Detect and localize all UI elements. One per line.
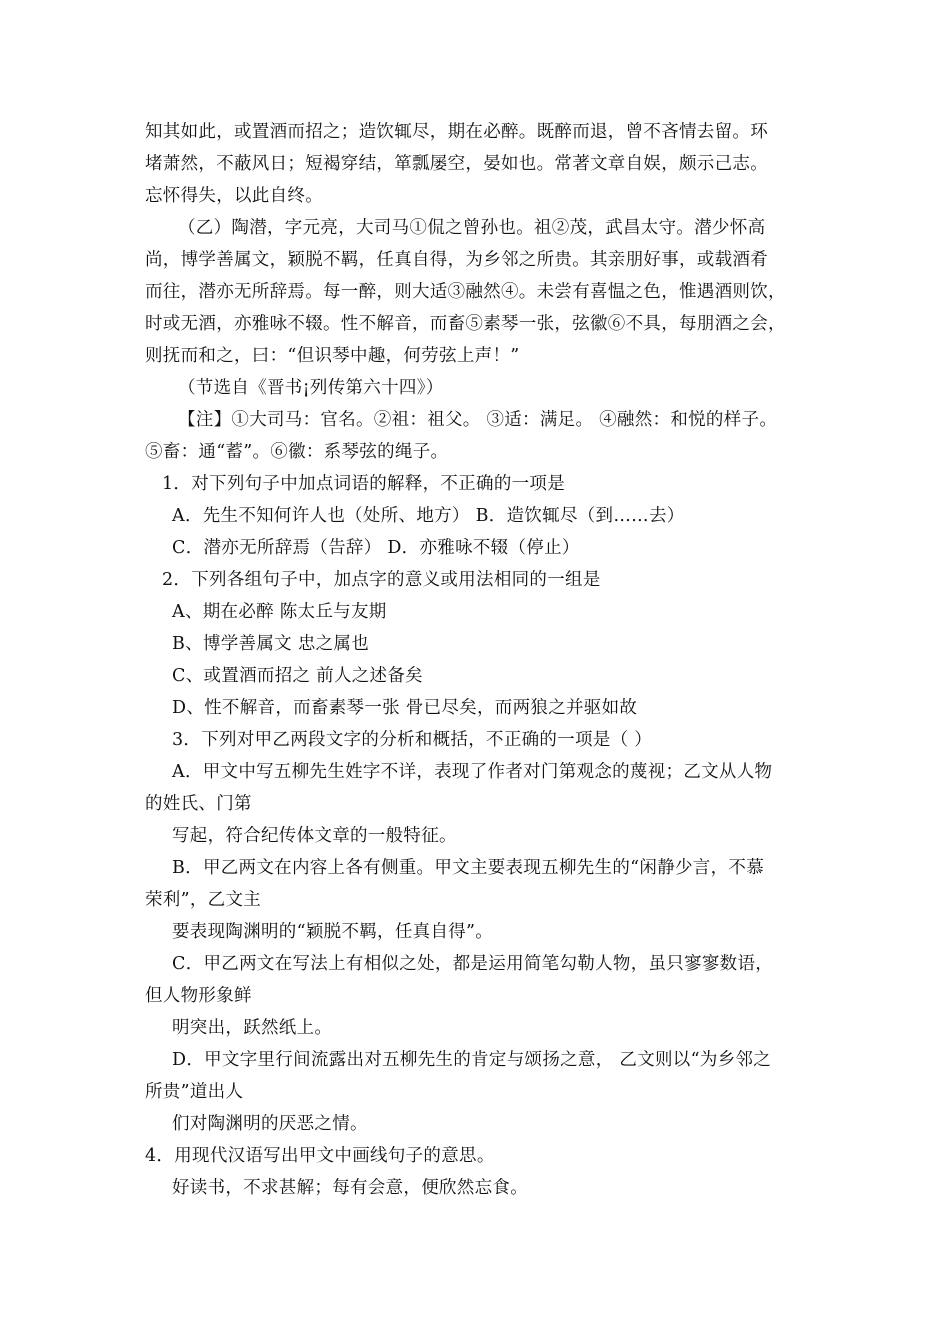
question-3-option-c: 但人物形象鲜 bbox=[145, 986, 252, 1006]
passage-jia-line: 堵萧然，不蔽风日；短褐穿结，箪瓢屡空，晏如也。常著文章自娱，颇示己志。 bbox=[145, 154, 768, 174]
question-4-sentence: 好读书，不求甚解；每有会意，便欣然忘食。 bbox=[172, 1178, 528, 1198]
question-3-option-d: 所贵”道出人 bbox=[145, 1082, 244, 1102]
question-2-option: C、或置酒而招之 前人之述备矣 bbox=[172, 666, 423, 686]
notes-line: ⑤畜：通“蓄”。⑥徽：系琴弦的绳子。 bbox=[145, 442, 449, 462]
question-2-option: A、期在必醉 陈太丘与友期 bbox=[172, 602, 387, 622]
question-3-option-d: 们对陶渊明的厌恶之情。 bbox=[172, 1114, 368, 1134]
question-3-option-b: 要表现陶渊明的“颖脱不羁，任真自得”。 bbox=[172, 922, 494, 942]
passage-yi-line: （乙）陶潜，字元亮，大司马①侃之曾孙也。祖②茂，武昌太守。潜少怀高 bbox=[178, 218, 766, 238]
question-3-option-a: 写起，符合纪传体文章的一般特征。 bbox=[172, 826, 457, 846]
passage-yi-line: 时或无酒，亦雅咏不辍。性不解音，而畜⑤素琴一张，弦徽⑥不具，每朋酒之会， bbox=[145, 314, 786, 334]
passage-yi-line: 而往，潜亦无所辞焉。每一醉，则大适③融然④。未尝有喜愠之色，惟遇酒则饮， bbox=[145, 282, 786, 302]
question-2-option: D、性不解音，而畜素琴一张 骨已尽矣，而两狼之并驱如故 bbox=[172, 698, 638, 718]
question-2-option: B、博学善属文 忠之属也 bbox=[172, 634, 370, 654]
question-4-stem: 4．用现代汉语写出甲文中画线句子的意思。 bbox=[145, 1146, 495, 1166]
question-3-stem: 3．下列对甲乙两段文字的分析和概括，不正确的一项是（ ） bbox=[172, 730, 653, 750]
question-3-option-c: C．甲乙两文在写法上有相似之处，都是运用简笔勾勒人物，虽只寥寥数语， bbox=[172, 954, 774, 974]
question-2-stem: 2．下列各组句子中，加点字的意义或用法相同的一组是 bbox=[162, 570, 601, 590]
source-citation: （节选自《晋书¡列传第六十四》） bbox=[178, 378, 444, 398]
question-3-option-b: 荣利”，乙文主 bbox=[145, 890, 262, 910]
notes-line: 【注】①大司马：官名。②祖：祖父。 ③适：满足。 ④融然：和悦的样子。 bbox=[178, 410, 778, 430]
passage-jia-line: 忘怀得失，以此自终。 bbox=[145, 186, 323, 206]
question-3-option-a: A．甲文中写五柳先生姓字不详，表现了作者对门第观念的蔑视；乙文从人物 bbox=[172, 762, 773, 782]
passage-yi-line: 尚，博学善属文，颖脱不羁，任真自得，为乡邻之所贵。其亲朋好事，或载酒肴 bbox=[145, 250, 768, 270]
question-3-option-c: 明突出，跃然纸上。 bbox=[172, 1018, 333, 1038]
question-3-option-d: D．甲文字里行间流露出对五柳先生的肯定与颂扬之意， 乙文则以“为乡邻之 bbox=[172, 1050, 772, 1070]
question-3-option-b: B．甲乙两文在内容上各有侧重。甲文主要表现五柳先生的“闲静少言，不慕 bbox=[172, 858, 765, 878]
question-3-option-a: 的姓氏、门第 bbox=[145, 794, 252, 814]
question-1-options-ab: A．先生不知何许人也（处所、地方） B．造饮辄尽（到……去） bbox=[172, 506, 685, 526]
question-1-options-cd: C．潜亦无所辞焉（告辞） D．亦雅咏不辍（停止） bbox=[172, 538, 580, 558]
question-1-stem: 1．对下列句子中加点词语的解释，不正确的一项是 bbox=[162, 474, 566, 494]
passage-yi-line: 则抚而和之，曰：“但识琴中趣，何劳弦上声！” bbox=[145, 346, 520, 366]
passage-jia-line: 知其如此，或置酒而招之；造饮辄尽，期在必醉。既醉而退，曾不吝情去留。环 bbox=[145, 122, 768, 142]
